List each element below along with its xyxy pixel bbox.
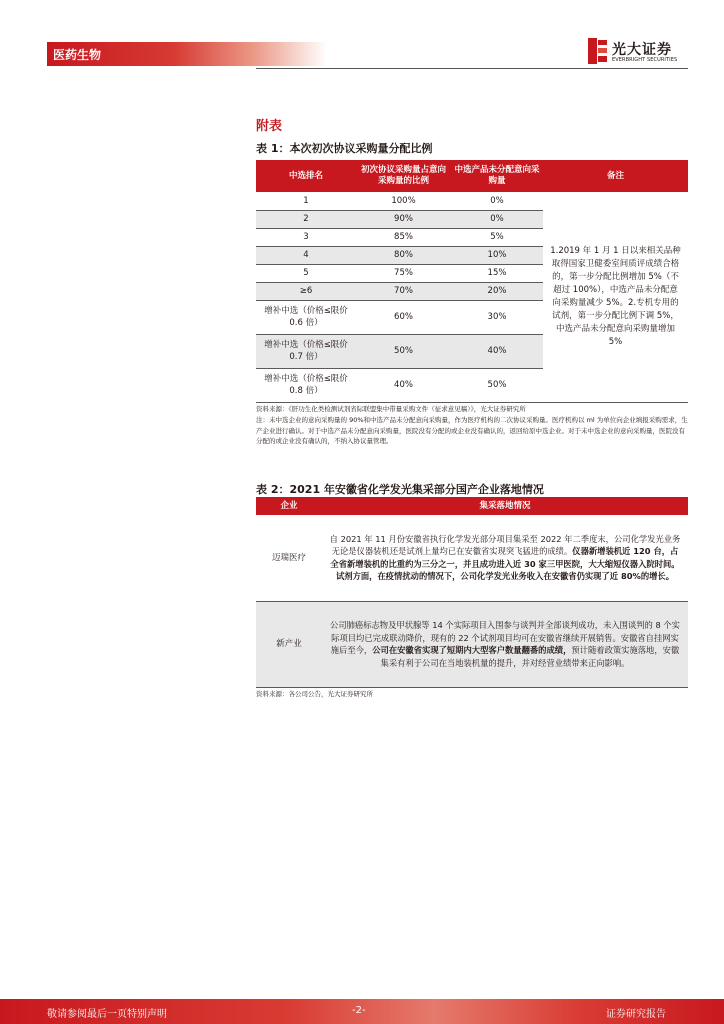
ratio-cell: 85% bbox=[356, 228, 451, 246]
rank-cell: 增补中选（价格≤限价 0.7 倍） bbox=[256, 334, 356, 368]
rank-cell: 2 bbox=[256, 210, 356, 228]
ratio-cell: 75% bbox=[356, 264, 451, 282]
status-text: 自 2021 年 11 月份安徽省执行化学发光部分项目集采至 2022 年二季度末，公司化学发光业务无论是仪器装机还是试剂上量均已在安徽省实现突飞猛进的成绩。 bbox=[329, 533, 681, 557]
table1-remark: 注：未中选企业的意向采购量的 90%和中选产品未分配意向采购量，作为医疗机构的二次协议采购量。医疗机构以 ml 为单位向企业填报采购需求，生产企业进行确认。对于中选产品未分配意向采购量，医院没有分配的或企业没有确认的，返回给原中选企业。对于未中选企业的意向采购量，医院没有分配的或企业没有确认的，不纳入协议量管理。 bbox=[256, 416, 688, 445]
unallocated-cell: 30% bbox=[451, 300, 543, 334]
footer-report-type: 证券研究报告 bbox=[606, 1009, 666, 1020]
table1-source: 资料来源：《肝功生化类检测试剂省际联盟集中带量采购文件（征求意见稿）》，光大证券研究所 bbox=[256, 405, 526, 413]
allocation-table bbox=[256, 160, 688, 403]
table2-source: 资料来源：各公司公告，光大证券研究所 bbox=[256, 690, 373, 698]
rank-cell: 4 bbox=[256, 246, 356, 264]
unallocated-cell: 5% bbox=[451, 228, 543, 246]
status-text-highlight: 公司在安徽省实现了短期内大型客户数量翻番的成绩， bbox=[372, 645, 572, 655]
unallocated-cell: 40% bbox=[451, 334, 543, 368]
ratio-cell: 40% bbox=[356, 368, 451, 402]
ratio-cell: 60% bbox=[356, 300, 451, 334]
status-cell bbox=[322, 601, 688, 687]
col-header-status: 集采落地情况 bbox=[322, 497, 688, 515]
table2-title: 表 2：2021 年安徽省化学发光集采部分国产企业落地情况 bbox=[256, 483, 544, 496]
section-label: 医药生物 bbox=[53, 48, 102, 62]
section-banner bbox=[47, 42, 327, 66]
page-footer bbox=[0, 999, 724, 1024]
appendix-heading: 附表 bbox=[256, 119, 283, 134]
logo-name-cn: 光大证券 bbox=[612, 42, 672, 58]
status-cell bbox=[322, 515, 688, 601]
rank-cell: ≥6 bbox=[256, 282, 356, 300]
status-text: 预计随着政策实施落地，安徽集采有利于公司在当地装机量的提升，并对经营业绩带来正向影响。 bbox=[380, 645, 680, 668]
note-cell: 1.2019 年 1 月 1 日以来相关品种取得国家卫健委室间质评成绩合格的，第一步分配比例增加 5%（不超过 100%），中选产品未分配意向采购量减少 5%。2.专机专用的试剂，第一步分配比例下调 5%，中选产品未分配意向采购量增加 5% bbox=[543, 192, 688, 402]
company-logo bbox=[588, 38, 688, 68]
ratio-cell: 100% bbox=[356, 192, 451, 210]
unallocated-cell: 0% bbox=[451, 210, 543, 228]
header-rule bbox=[256, 68, 688, 69]
status-text-highlight: 仪器新增装机近 120 台，占全省新增装机的比重约为三分之一，并且成功进入近 30 家三甲医院，大大缩短仪器入院时间。试剂方面，在疫情扰动的情况下，公司化学发光业务收入在安徽省仍实现了近 80%的增长。 bbox=[330, 546, 680, 582]
unallocated-cell: 10% bbox=[451, 246, 543, 264]
ratio-cell: 80% bbox=[356, 246, 451, 264]
rank-cell: 增补中选（价格≤限价 0.6 倍） bbox=[256, 300, 356, 334]
company-cell: 新产业 bbox=[256, 601, 322, 687]
ratio-cell: 90% bbox=[356, 210, 451, 228]
footer-disclaimer-link: 敬请参阅最后一页特别声明 bbox=[47, 1009, 167, 1020]
rank-cell: 1 bbox=[256, 192, 356, 210]
rank-cell: 3 bbox=[256, 228, 356, 246]
ratio-cell: 70% bbox=[356, 282, 451, 300]
col-header-note: 备注 bbox=[543, 160, 688, 192]
unallocated-cell: 20% bbox=[451, 282, 543, 300]
col-header-unallocated: 中选产品未分配意向采购量 bbox=[451, 160, 543, 192]
page-number: -2- bbox=[352, 1005, 366, 1016]
col-header-rank: 中选排名 bbox=[256, 160, 356, 192]
procurement-table bbox=[256, 497, 688, 688]
status-text: 公司肺癌标志物及甲状腺等 14 个实际项目入围参与谈判并全部谈判成功，未入围谈判的 8 个实际项目均已完成联动降价，现有的 22 个试剂项目均可在安徽省继续开展销售。安徽省自挂网实施后至今， bbox=[330, 620, 680, 655]
col-header-company: 企业 bbox=[256, 497, 322, 515]
unallocated-cell: 0% bbox=[451, 192, 543, 210]
company-cell: 迈瑞医疗 bbox=[256, 515, 322, 601]
logo-name-en: EVERBRIGHT SECURITIES bbox=[612, 57, 678, 63]
ratio-cell: 50% bbox=[356, 334, 451, 368]
rank-cell: 5 bbox=[256, 264, 356, 282]
logo-mark-icon bbox=[588, 38, 608, 64]
unallocated-cell: 50% bbox=[451, 368, 543, 402]
table1-title: 表 1：本次初次协议采购量分配比例 bbox=[256, 142, 433, 155]
rank-cell: 增补中选（价格≤限价 0.8 倍） bbox=[256, 368, 356, 402]
unallocated-cell: 15% bbox=[451, 264, 543, 282]
col-header-ratio: 初次协议采购量占意向采购量的比例 bbox=[356, 160, 451, 192]
